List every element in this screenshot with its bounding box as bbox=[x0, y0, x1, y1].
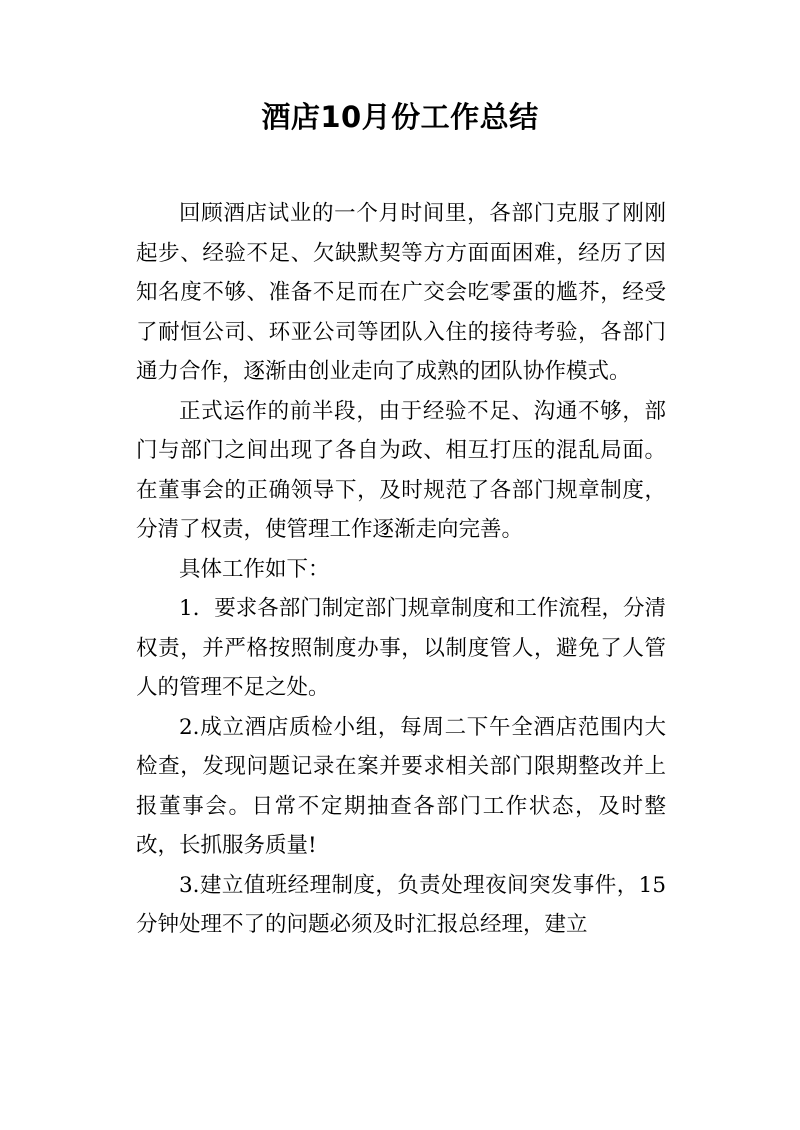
document-title: 酒店10月份工作总结 bbox=[261, 100, 539, 134]
paragraph-work-intro: 具体工作如下： bbox=[179, 556, 330, 582]
document-body bbox=[136, 194, 666, 945]
paragraph-review: 回顾酒店试业的一个月时间里，各部门克服了刚刚起步、经验不足、欠缺默契等方方面面困难，经历了因知名度不够、准备不足而在广交会吃零蛋的尴芥，经受了耐恒公司、环亚公司等团队入住的接待考验，各部门通力合作，逐渐由创业走向了成熟的团队协作模式。 bbox=[136, 201, 666, 384]
list-item-rules: 1．要求各部门制定部门规章制度和工作流程，分清权责，并严格按照制度办事，以制度管人，避免了人管人的管理不足之处。 bbox=[136, 596, 666, 700]
paragraph-early-operation: 正式运作的前半段，由于经验不足、沟通不够，部门与部门之间出现了各自为政、相互打压的混乱局面。在董事会的正确领导下，及时规范了各部门规章制度，分清了权责，使管理工作逐渐走向完善。 bbox=[136, 398, 666, 542]
list-item-duty-manager: 3.建立值班经理制度，负责处理夜间突发事件，15分钟处理不了的问题必须及时汇报总经理，建立 bbox=[136, 872, 666, 937]
list-item-quality-team: 2.成立酒店质检小组，每周二下午全酒店范围内大检查，发现问题记录在案并要求相关部门限期整改并上报董事会。日常不定期抽查各部门工作状态，及时整改，长抓服务质量! bbox=[136, 714, 666, 858]
